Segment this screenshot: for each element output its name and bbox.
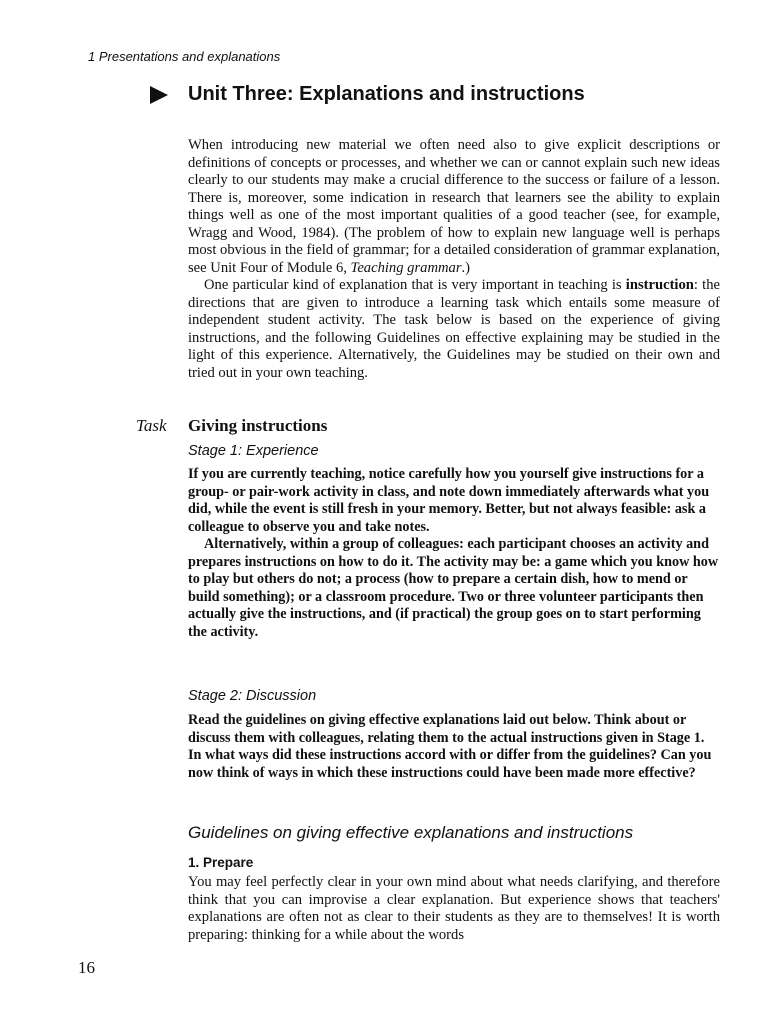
intro-p1-end: .)	[461, 259, 471, 276]
intro-section	[188, 137, 720, 382]
intro-paragraph-2	[188, 277, 720, 382]
task-title: Giving instructions	[188, 416, 328, 435]
guidelines-heading: Guidelines on giving effective explanations and instructions	[188, 823, 634, 842]
stage1-heading: Stage 1: Experience	[188, 443, 319, 459]
unit-heading	[150, 83, 585, 106]
task-label: Task	[136, 416, 167, 435]
prepare-body	[188, 874, 720, 944]
intro-p2-start: One particular kind of explanation that is very important in teaching is	[204, 277, 626, 293]
triangle-bullet-icon	[150, 86, 168, 104]
prepare-heading: 1. Prepare	[188, 855, 254, 870]
intro-p2-rest: : the directions that are given to introduce a learning task which entails some measure of independent student activity. The task below is based on the experience of giving instructions, and the following Guidelines on effective explaining may be studied in the light of this experience. Alternatively, the Guidelines may be studied on their own and tried out in your own teaching.	[188, 277, 720, 381]
prepare-paragraph: You may feel perfectly clear in your own mind about what needs clarifying, and therefore think that you can improvise a clear explanation. But experience shows that teachers' explanations are often not as clear to their students as they are to themselves! It is worth preparing: thinking for a while about the words	[188, 874, 720, 943]
stage1-paragraph-1: If you are currently teaching, notice carefully how you yourself give instructions for a group- or pair-work activity in class, and note down immediately afterwards what you did, while the event is still fresh in your memory. Better, but not always feasible: ask a colleague to observe you and take notes.	[188, 466, 710, 535]
stage1-paragraph-2: Alternatively, within a group of colleagues: each participant chooses an activity and prepares instructions on how to do it. The activity may be: a game which you know how to play but others do not; a process (how to prepare a certain dish, how to mend or build something); or a classroom procedure. Two or three volunteer participants then actually give the instructions, and (if practical) the group goes on to start performing the activity.	[188, 536, 719, 640]
intro-p1-text: When introducing new material we often need also to give explicit descriptions or definitions of concepts or processes, and whether we can or cannot explain such new ideas clearly to our students may make a crucial difference to the success or failure of a lesson. There is, moreover, some indication in research that learners see the ability to explain things well as one of the most important qualities of a good teacher (see, for example, Wragg and Wood, 1984). (The problem of how to explain new language well is perhaps most obvious in the field of grammar; for a detailed consideration of grammar explanation, see Unit Four of Module 6,	[188, 137, 720, 276]
stage2-paragraph-1: Read the guidelines on giving effective explanations laid out below. Think about or discuss them with colleagues, relating them to the actual instructions given in Stage 1. In what ways did these instructions accord with or differ from the guidelines? Can you now think of ways in which these instructions could have been made more effective?	[188, 712, 712, 781]
stage2-body	[188, 712, 720, 782]
running-head: 1 Presentations and explanations	[88, 49, 281, 64]
page-number: 16	[78, 958, 95, 977]
intro-p1-italic: Teaching grammar	[350, 259, 462, 276]
stage1-body	[188, 466, 720, 641]
intro-paragraph-1	[188, 137, 720, 277]
intro-p2-bold: instruction	[625, 277, 694, 293]
stage2-heading: Stage 2: Discussion	[188, 688, 317, 704]
unit-title: Unit Three: Explanations and instructions	[188, 83, 585, 105]
